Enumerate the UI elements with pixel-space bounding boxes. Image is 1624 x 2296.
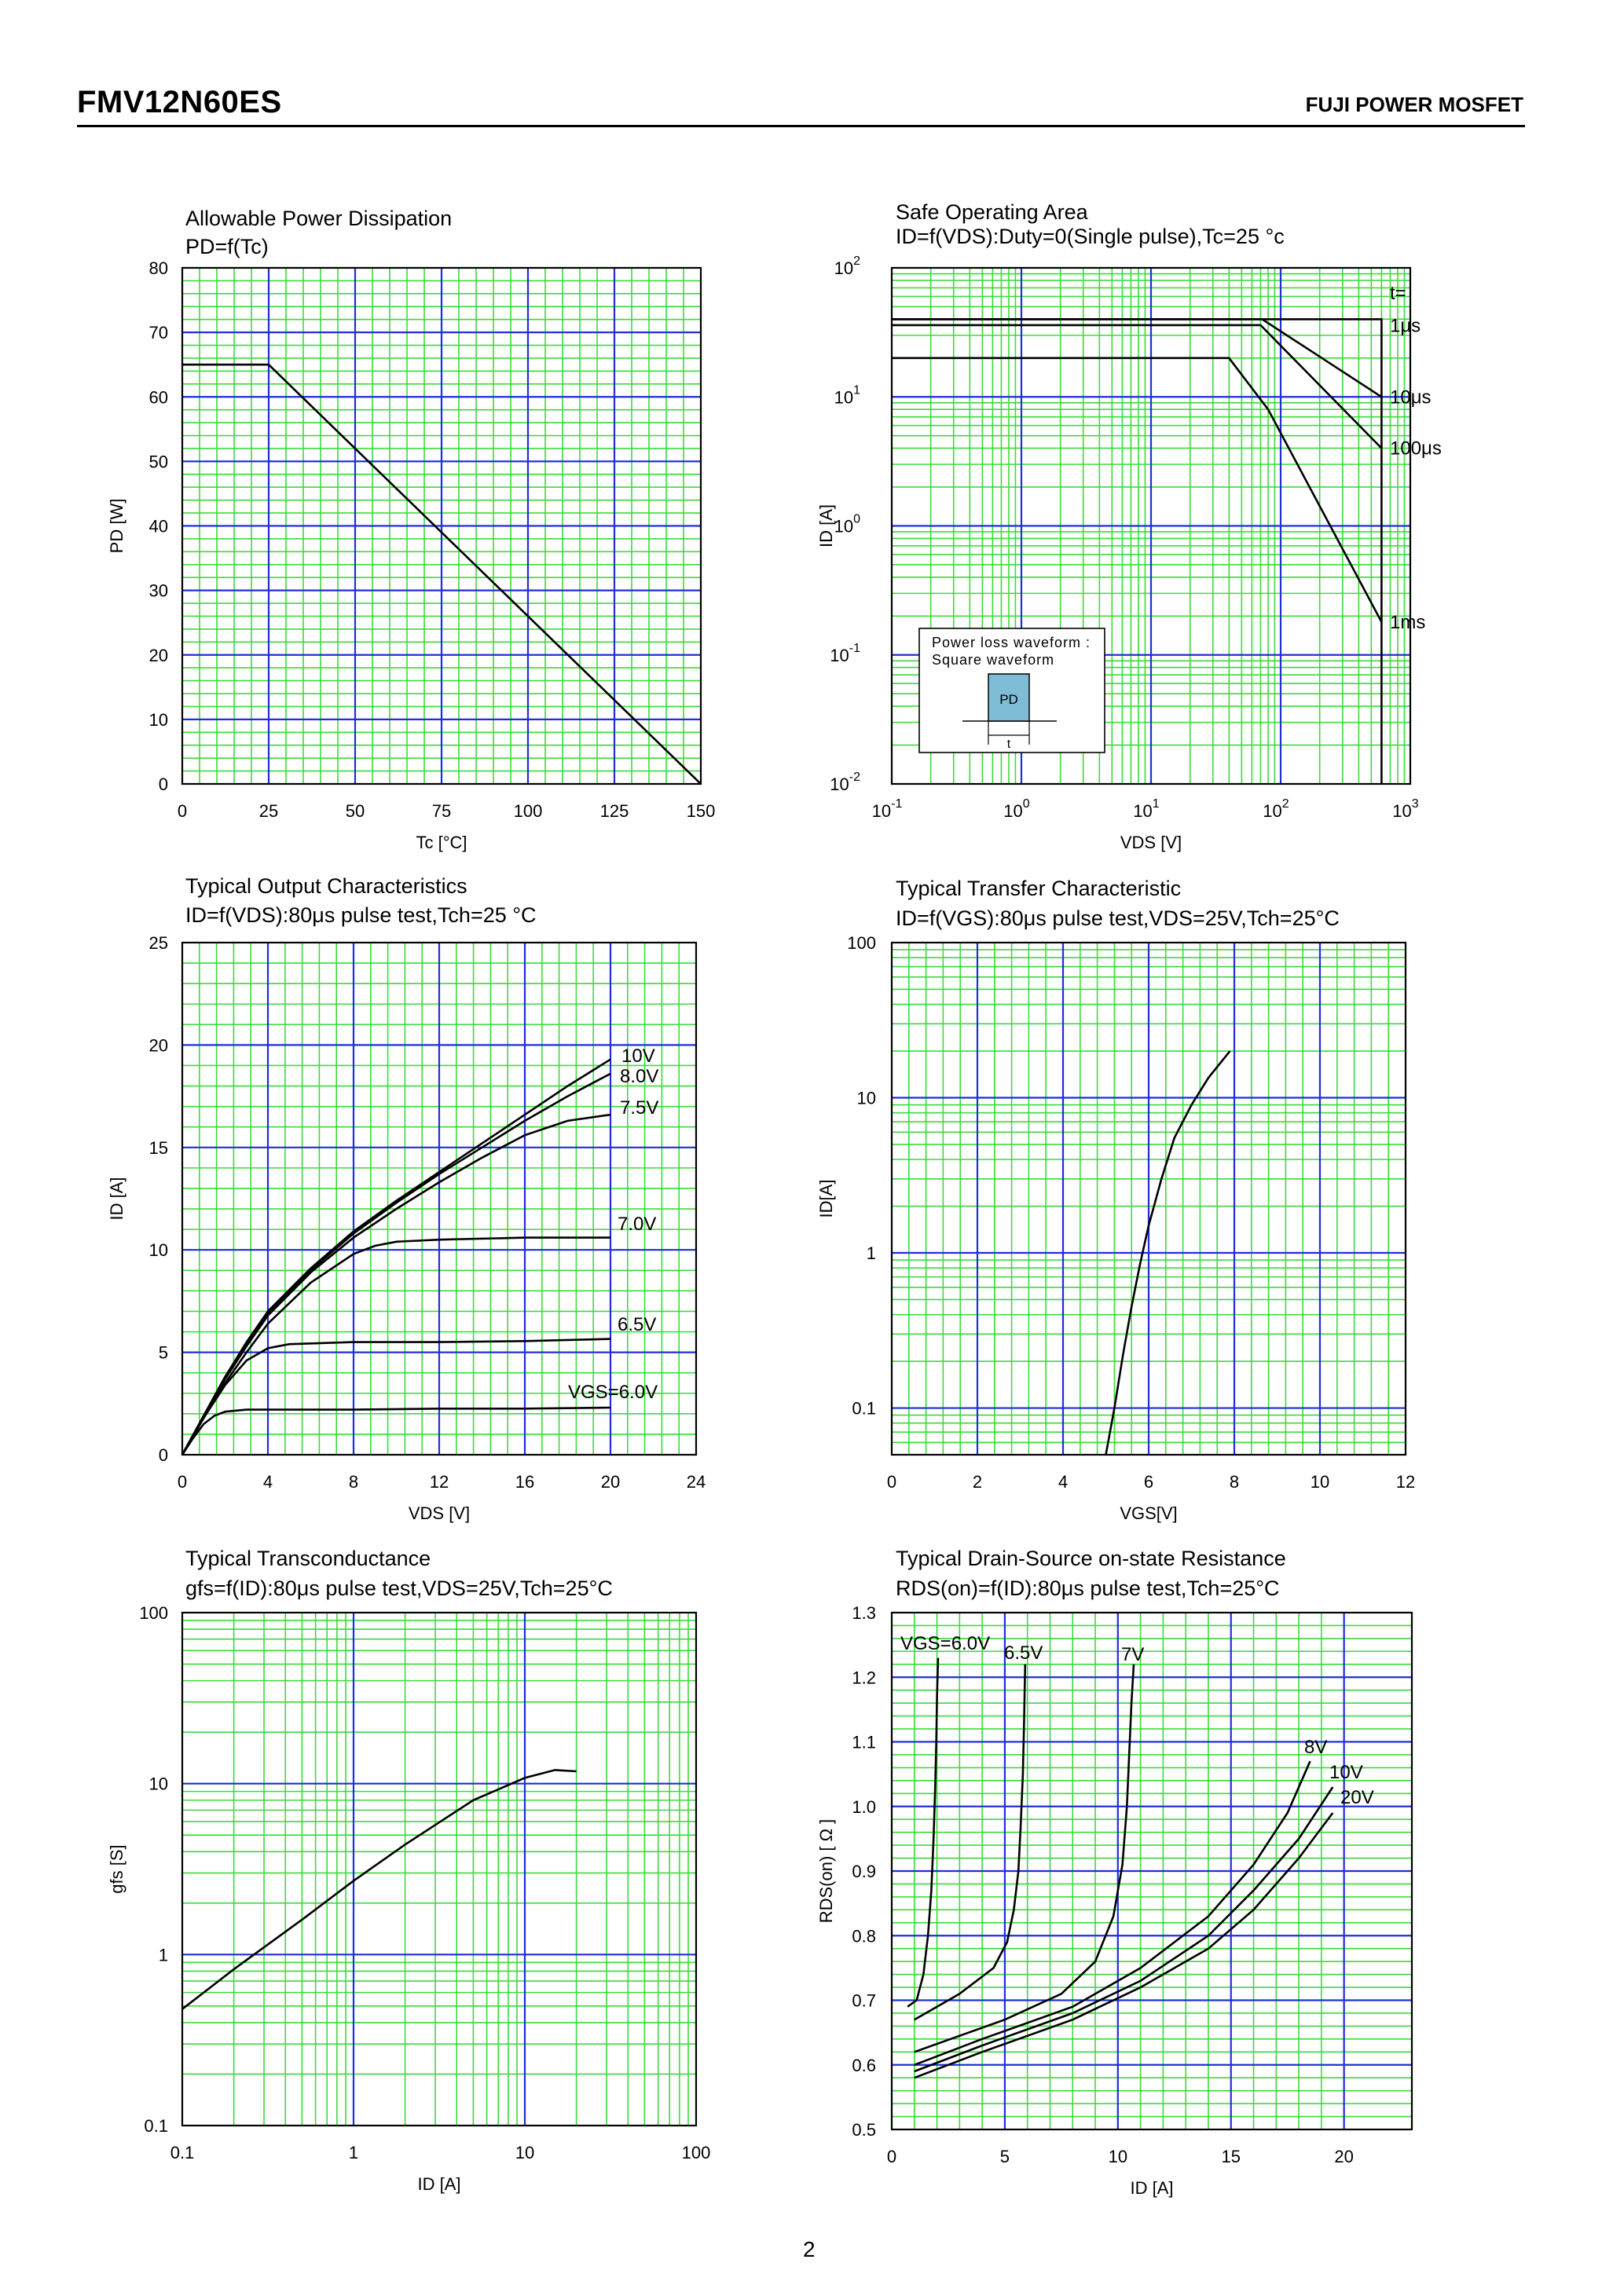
y-tick-label: 10: [148, 1240, 168, 1261]
series-label: 7.5V: [620, 1097, 659, 1119]
x-axis-label: Tc [°C]: [416, 833, 467, 852]
series-label: 7V: [1121, 1644, 1145, 1665]
t-label: t: [1006, 738, 1011, 751]
chart-pd: [107, 207, 715, 852]
chart-title: Safe Operating Area: [896, 200, 1088, 224]
waveform-inset: [919, 628, 1105, 753]
y-tick-exponent: 0: [853, 512, 860, 526]
x-tick-exponent: 2: [1281, 797, 1289, 811]
y-tick-label: 1: [158, 1945, 168, 1965]
series-label: 1μs: [1390, 315, 1421, 337]
x-tick-exponent: -1: [891, 797, 903, 811]
grid-output: [182, 943, 696, 1455]
series-100-s: [892, 325, 1381, 449]
y-tick-label: 1.0: [852, 1796, 876, 1817]
series-label: VGS=6.0V: [900, 1633, 991, 1654]
x-tick-label: 2: [972, 1472, 983, 1492]
chart-subtitle: PD=f(Tc): [185, 235, 269, 258]
chart-subtitle: ID=f(VDS):80μs pulse test,Tch=25 °C: [185, 903, 537, 927]
x-tick-label: 8: [348, 1472, 359, 1492]
y-tick-label: 25: [148, 933, 168, 953]
x-axis-label: ID [A]: [417, 2174, 461, 2194]
y-tick-label: 0.1: [852, 1398, 876, 1419]
series-label: 10V: [621, 1045, 655, 1067]
series-6-5v: [915, 1664, 1025, 2020]
x-tick-label: $10^{-1}$: [871, 797, 903, 821]
x-tick-label: 0: [177, 801, 188, 821]
pd-label: PD: [999, 692, 1018, 707]
series-label: 1ms: [1390, 611, 1426, 633]
series-8-0v: [182, 1074, 610, 1455]
grid-transfer: [892, 943, 1406, 1455]
x-tick-label: 10: [1310, 1472, 1330, 1492]
x-tick-label: 25: [258, 801, 279, 821]
y-tick-label: 100: [847, 933, 876, 953]
x-tick-label: 20: [1334, 2147, 1354, 2166]
y-tick-label: 1: [866, 1243, 876, 1264]
y-tick-label: 30: [148, 580, 168, 601]
series-10v: [182, 1060, 610, 1455]
chart-subtitle: RDS(on)=f(ID):80μs pulse test,Tch=25°C: [896, 1576, 1280, 1600]
inset-text-2: Square waveform: [932, 652, 1055, 668]
y-tick-label: 50: [148, 452, 168, 472]
chart-soa: [816, 200, 1442, 852]
series-label: 7.0V: [618, 1214, 657, 1235]
chart-title: Allowable Power Dissipation: [185, 207, 453, 230]
x-tick-label: $10^1$: [1133, 797, 1160, 821]
x-tick-exponent: 1: [1152, 797, 1160, 811]
x-tick-label: $10^0$: [1003, 797, 1030, 821]
chart-output: [107, 874, 706, 1523]
y-tick-label: 10: [148, 1774, 168, 1794]
y-tick-label: $10^{-1}$: [830, 641, 860, 665]
x-tick-label: 1: [348, 2143, 359, 2162]
y-tick-label: 1.2: [852, 1668, 876, 1688]
series-label: 6.5V: [1004, 1642, 1043, 1664]
y-tick-label: 1.1: [852, 1732, 876, 1752]
x-tick-label: 0: [886, 1472, 897, 1492]
x-axis-label: VGS[V]: [1120, 1503, 1178, 1523]
x-tick-label: 150: [686, 801, 716, 821]
x-tick-label: $10^2$: [1263, 797, 1289, 821]
series-6-5v: [182, 1339, 610, 1455]
y-tick-label: 0.1: [144, 2116, 168, 2136]
x-tick-label: 8: [1229, 1472, 1240, 1492]
x-tick-label: 4: [262, 1472, 273, 1492]
y-axis-label: ID [A]: [816, 504, 836, 548]
y-tick-label: 20: [148, 1035, 168, 1056]
x-tick-label: 0: [177, 1472, 188, 1492]
y-tick-label: $10^{-2}$: [830, 771, 860, 794]
x-tick-label: 20: [600, 1472, 621, 1492]
y-tick-label: 0: [158, 774, 168, 794]
y-tick-label: 100: [139, 1603, 168, 1623]
chart-subtitle: gfs=f(ID):80μs pulse test,VDS=25V,Tch=25°C: [185, 1576, 613, 1600]
y-tick-label: 10: [856, 1088, 876, 1108]
series-label: 100μs: [1390, 438, 1442, 460]
y-tick-label: $10^2$: [834, 255, 860, 278]
y-tick-label: 0.9: [852, 1862, 876, 1881]
series-label: 10V: [1329, 1762, 1363, 1783]
x-tick-label: 4: [1058, 1472, 1069, 1492]
y-axis-label: ID [A]: [107, 1177, 126, 1221]
x-axis-label: VDS [V]: [408, 1503, 471, 1523]
y-axis-label: PD [W]: [107, 498, 126, 554]
x-tick-label: 12: [429, 1472, 449, 1492]
x-axis-label: VDS [V]: [1120, 833, 1182, 852]
grid-pd: [182, 268, 701, 784]
y-tick-label: 20: [148, 645, 168, 665]
y-tick-label: 60: [148, 387, 168, 408]
x-tick-label: $10^3$: [1392, 797, 1419, 821]
x-tick-label: 15: [1221, 2147, 1241, 2166]
x-tick-label: 100: [513, 801, 543, 821]
series-label: 6.5V: [618, 1314, 657, 1335]
chart-subtitle: ID=f(VGS):80μs pulse test,VDS=25V,Tch=25°C: [896, 906, 1340, 930]
x-tick-label: 0.1: [170, 2143, 195, 2162]
y-tick-label: 15: [148, 1137, 168, 1158]
x-tick-label: 6: [1143, 1472, 1154, 1492]
x-tick-label: 12: [1395, 1472, 1416, 1492]
x-tick-label: 16: [515, 1472, 535, 1492]
x-tick-exponent: 0: [1022, 797, 1030, 811]
series-label: 8.0V: [620, 1066, 659, 1087]
y-tick-exponent: -2: [849, 771, 860, 784]
y-tick-label: 40: [148, 516, 168, 536]
y-tick-label: 70: [148, 323, 168, 343]
part-number: FMV12N60ES: [77, 85, 282, 119]
x-tick-label: 24: [686, 1472, 706, 1492]
x-tick-exponent: 3: [1411, 797, 1419, 811]
series-label: VGS=6.0V: [568, 1382, 658, 1403]
chart-transfer: [816, 877, 1415, 1523]
chart-title: Typical Drain-Source on-state Resistance: [896, 1547, 1286, 1570]
series-7-5v: [182, 1115, 610, 1455]
brand-label: FUJI POWER MOSFET: [1305, 93, 1523, 116]
y-tick-label: 10: [148, 709, 168, 730]
y-tick-label: 0.5: [852, 2120, 876, 2140]
y-tick-label: 0: [158, 1445, 168, 1465]
grid-rdson: [892, 1613, 1412, 2129]
x-tick-label: 50: [345, 801, 365, 821]
page-number: 2: [803, 2237, 816, 2261]
chart-title: Typical Output Characteristics: [185, 874, 467, 898]
series-vgs-6-0v: [182, 1408, 610, 1455]
y-tick-exponent: 2: [853, 255, 860, 268]
chart-title: Typical Transfer Characteristic: [896, 877, 1182, 900]
x-tick-label: 10: [1108, 2147, 1128, 2166]
legend-header: t=: [1390, 283, 1406, 304]
y-axis-label: gfs [S]: [107, 1844, 126, 1894]
y-tick-exponent: -1: [849, 641, 860, 655]
y-tick-label: $10^1$: [834, 383, 860, 408]
y-tick-label: 0.6: [852, 2055, 876, 2075]
chart-subtitle: ID=f(VDS):Duty=0(Single pulse),Tc=25 °c: [896, 225, 1285, 248]
series-label: 8V: [1304, 1737, 1328, 1758]
y-tick-exponent: 1: [853, 383, 860, 397]
plot-frame: [182, 1613, 696, 2126]
y-tick-label: 5: [158, 1342, 168, 1363]
series-label: 10μs: [1390, 386, 1432, 408]
y-axis-label: RDS(on) [ Ω ]: [816, 1818, 836, 1924]
x-tick-label: 125: [599, 801, 629, 821]
chart-gfs: [107, 1547, 710, 2194]
series-label: 20V: [1340, 1787, 1374, 1808]
x-axis-label: ID [A]: [1130, 2178, 1174, 2198]
y-tick-label: 0.8: [852, 1926, 876, 1946]
y-tick-label: 0.7: [852, 1990, 876, 2011]
grid-gfs: [182, 1613, 696, 2126]
chart-title: Typical Transconductance: [185, 1547, 431, 1570]
y-tick-label: $10^0$: [834, 512, 860, 536]
y-axis-label: ID[A]: [816, 1179, 836, 1218]
x-tick-label: 0: [886, 2147, 897, 2166]
y-tick-label: 80: [148, 258, 168, 278]
x-tick-label: 100: [681, 2143, 711, 2162]
inset-text-1: Power loss waveform :: [932, 635, 1091, 650]
chart-rdson: [816, 1547, 1412, 2198]
x-tick-label: 5: [999, 2147, 1010, 2166]
x-tick-label: 10: [515, 2143, 535, 2162]
x-tick-label: 75: [431, 801, 452, 821]
y-tick-label: 1.3: [852, 1603, 876, 1623]
